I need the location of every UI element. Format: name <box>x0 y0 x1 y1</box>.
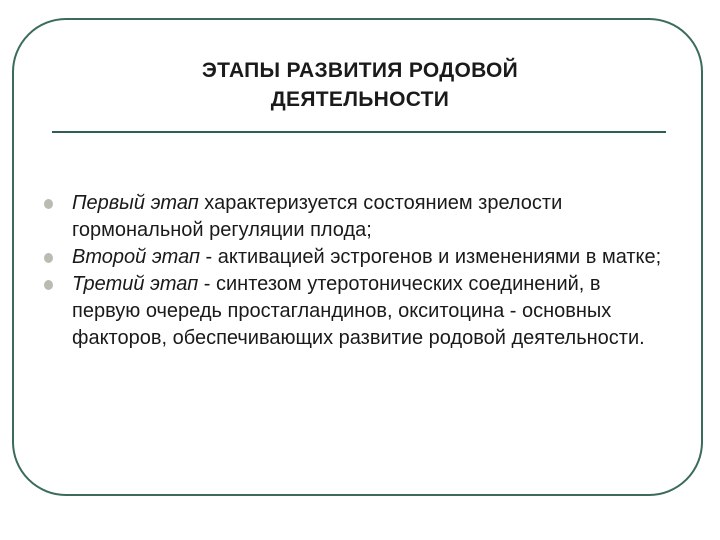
title-divider <box>52 131 666 133</box>
stage-text: - синтезом утеротонических соединений, в первую очередь простагландинов, окситоцина - основных факторов, обеспечивающих развитие родовой деятельности. <box>72 273 645 349</box>
page-title <box>60 56 660 114</box>
stage-text: характеризуется состоянием зрелости гормональной регуляции плода; <box>72 192 563 241</box>
bullet-list <box>44 190 674 352</box>
title-line-1: ЭТАПЫ РАЗВИТИЯ РОДОВОЙ <box>201 59 519 82</box>
bullet-icon <box>44 199 53 209</box>
list-item <box>44 190 674 244</box>
bullet-icon <box>44 253 53 263</box>
stage-term: Третий этап <box>72 273 199 295</box>
stage-term: Второй этап <box>72 246 200 268</box>
title-line-2: ДЕЯТЕЛЬНОСТИ <box>270 88 450 111</box>
list-item <box>44 271 674 352</box>
list-item <box>44 244 674 271</box>
stage-text: - активацией эстрогенов и изменениями в матке; <box>200 246 662 268</box>
bullet-icon <box>44 280 53 290</box>
stage-term: Первый этап <box>72 192 199 214</box>
